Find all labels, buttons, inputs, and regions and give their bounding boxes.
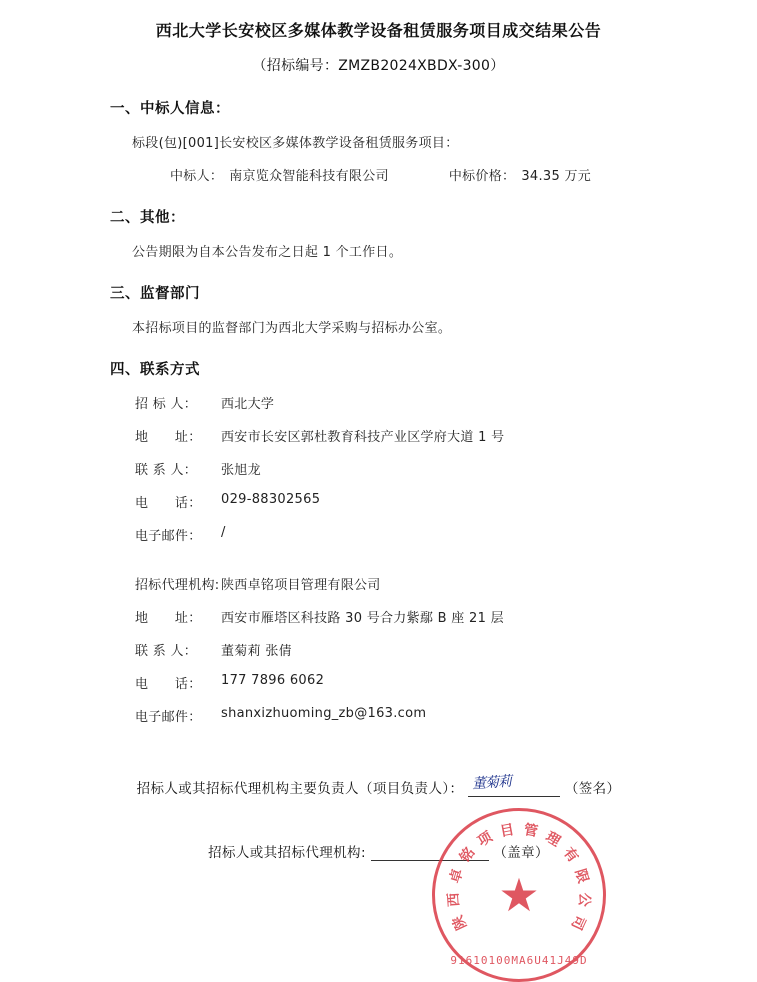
seal-arc-text bbox=[435, 811, 603, 979]
seal-arc-char: 限 bbox=[571, 867, 591, 886]
contact-row bbox=[135, 673, 697, 692]
page-title: 西北大学长安校区多媒体教学设备租赁服务项目成交结果公告 bbox=[155, 21, 602, 40]
price-label: 中标价格： bbox=[448, 169, 516, 184]
signature-line bbox=[60, 773, 697, 797]
seal-arc-char: 陕 bbox=[449, 912, 471, 933]
seal-arc-char: 公 bbox=[575, 892, 593, 908]
contact-value: 西安市雁塔区科技路 30 号合力紫鄢 B 座 21 层 bbox=[221, 611, 504, 626]
contact-row bbox=[135, 459, 697, 478]
contact-row bbox=[135, 492, 697, 511]
contact-row bbox=[135, 574, 697, 593]
contact-value: 西北大学 bbox=[221, 397, 275, 412]
section-winner-info bbox=[60, 97, 697, 184]
contact-row bbox=[135, 640, 697, 659]
contact-row bbox=[135, 393, 697, 412]
company-seal bbox=[432, 808, 606, 982]
contact-label: 联 系 人： bbox=[135, 463, 198, 478]
contact-value: shanxizhuoming_zb@163.com bbox=[221, 706, 427, 721]
spacer bbox=[389, 165, 449, 184]
seal-code: 91610100MA6U41J49D bbox=[450, 954, 588, 967]
section-heading-winner: 一、中标人信息： bbox=[110, 101, 230, 117]
contact-label: 电 话： bbox=[135, 496, 202, 511]
stamp-field bbox=[371, 842, 489, 861]
contact-label: 地 址： bbox=[135, 611, 202, 626]
winner-value: 南京览众智能科技有限公司 bbox=[229, 169, 389, 184]
contact-row bbox=[135, 607, 697, 626]
star-icon: ★ bbox=[498, 868, 540, 922]
section-heading-supervision: 三、监督部门 bbox=[110, 286, 200, 302]
seal-arc-char: 理 bbox=[542, 829, 563, 850]
stamp-suffix: （盖章） bbox=[493, 845, 549, 861]
contact-value: 张旭龙 bbox=[221, 463, 261, 478]
contact-row bbox=[135, 426, 697, 445]
handwritten-signature: 董菊莉 bbox=[471, 773, 512, 793]
agency-block bbox=[60, 574, 697, 725]
seal-arc-char: 卓 bbox=[447, 867, 467, 886]
tender-number: （招标编号：ZMZB2024XBDX-300） bbox=[252, 58, 505, 74]
contact-label: 电子邮件： bbox=[135, 529, 202, 544]
lot-description: 标段(包)[001]长安校区多媒体教学设备租赁服务项目： bbox=[132, 136, 459, 151]
contact-label: 招 标 人： bbox=[135, 397, 198, 412]
contact-label: 电子邮件： bbox=[135, 710, 202, 725]
stamp-line bbox=[60, 841, 697, 861]
winner-row bbox=[170, 165, 697, 184]
document-page bbox=[0, 18, 757, 967]
contact-label: 联 系 人： bbox=[135, 644, 198, 659]
seal-arc-char: 司 bbox=[567, 912, 589, 933]
section-heading-other: 二、其他： bbox=[110, 210, 185, 226]
seal-arc-char: 项 bbox=[475, 829, 496, 850]
signature-label: 招标人或其招标代理机构主要负责人（项目负责人）： bbox=[136, 781, 464, 797]
signature-field bbox=[468, 773, 560, 797]
contact-value: / bbox=[221, 525, 226, 540]
signature-suffix: （签名） bbox=[564, 781, 621, 797]
contact-row bbox=[135, 525, 697, 544]
seal-arc-char: 铭 bbox=[456, 844, 479, 866]
contact-value: 177 7896 6062 bbox=[221, 673, 325, 688]
contact-value: 陕西卓铭项目管理有限公司 bbox=[221, 578, 381, 593]
seal-arc-char: 西 bbox=[445, 892, 463, 908]
contact-label: 电 话： bbox=[135, 677, 202, 692]
seal-arc-char: 目 bbox=[498, 821, 516, 841]
seal-arc-char: 管 bbox=[522, 821, 540, 841]
contact-label: 招标代理机构: bbox=[135, 578, 220, 593]
winner-label: 中标人： bbox=[170, 169, 224, 184]
contact-row bbox=[135, 706, 697, 725]
contact-value: 董菊莉 张倩 bbox=[221, 644, 292, 659]
seal-arc-char: 有 bbox=[559, 844, 582, 866]
other-body: 公告期限为自本公告发布之日起 1 个工作日。 bbox=[132, 245, 403, 260]
supervision-body: 本招标项目的监督部门为西北大学采购与招标办公室。 bbox=[132, 321, 452, 336]
section-contact bbox=[60, 358, 697, 725]
contact-value: 029-88302565 bbox=[221, 492, 321, 507]
section-heading-contact: 四、联系方式 bbox=[110, 362, 200, 378]
section-supervision bbox=[60, 282, 697, 336]
contact-label: 地 址： bbox=[135, 430, 202, 445]
contact-value: 西安市长安区郭杜教育科技产业区学府大道 1 号 bbox=[221, 430, 505, 445]
section-other bbox=[60, 206, 697, 260]
price-value: 34.35 万元 bbox=[521, 169, 592, 184]
stamp-label: 招标人或其招标代理机构: bbox=[208, 845, 366, 861]
